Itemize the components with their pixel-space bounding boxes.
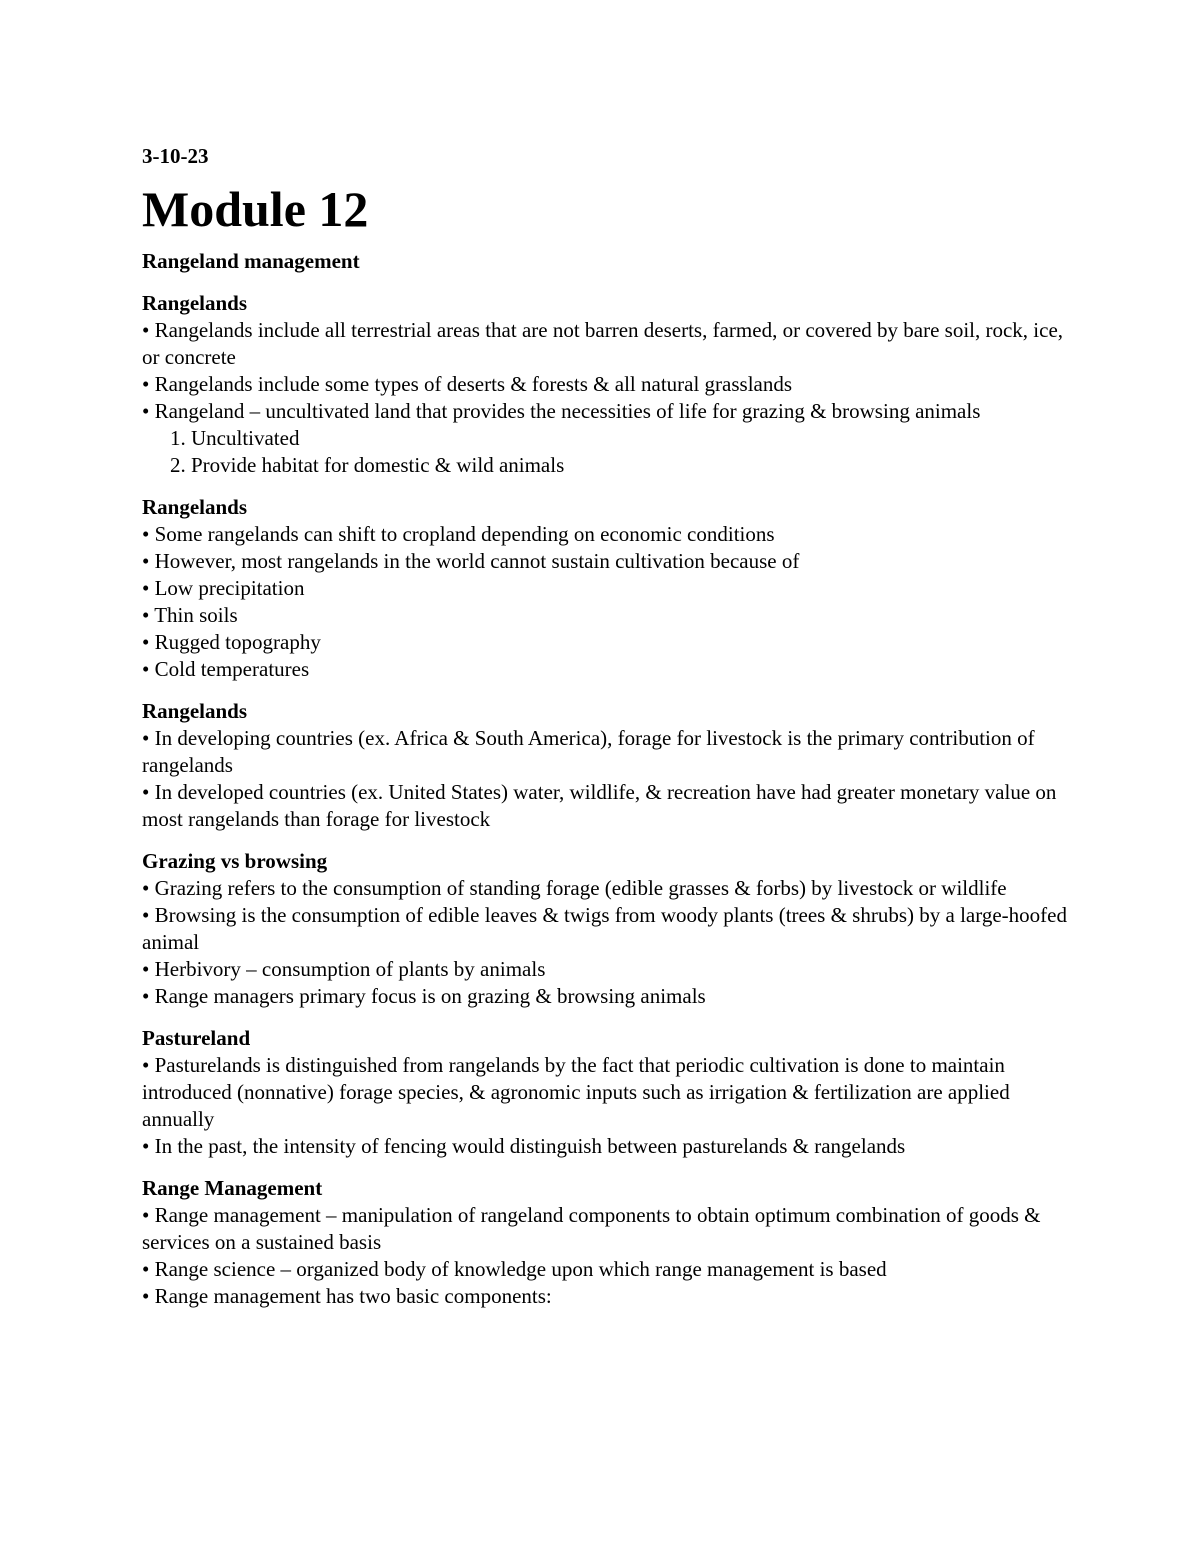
- page-title: Module 12: [142, 181, 369, 237]
- bullet-item: • Rangeland – uncultivated land that provides the necessities of life for grazing & browsing animals: [142, 399, 981, 423]
- section-rangelands-definition: [142, 290, 1072, 479]
- bullet-item: • In developing countries (ex. Africa & South America), forage for livestock is the primary contribution of rangelands: [142, 726, 1035, 777]
- numbered-item: 1. Uncultivated: [170, 426, 300, 450]
- bullet-item: • Range managers primary focus is on grazing & browsing animals: [142, 984, 706, 1008]
- section-rangelands-countries: [142, 698, 1072, 833]
- section-grazing-vs-browsing: [142, 848, 1072, 1010]
- bullet-item: • Some rangelands can shift to cropland depending on economic conditions: [142, 522, 775, 546]
- bullet-item: • Rangelands include all terrestrial areas that are not barren deserts, farmed, or covered by bare soil, rock, ice, or concrete: [142, 318, 1064, 369]
- section-heading: Range Management: [142, 1176, 323, 1200]
- bullet-item: • Browsing is the consumption of edible leaves & twigs from woody plants (trees & shrubs) by a large-hoofed animal: [142, 903, 1067, 954]
- section-heading: Rangelands: [142, 291, 248, 315]
- bullet-item: • Herbivory – consumption of plants by animals: [142, 957, 546, 981]
- bullet-item: • In developed countries (ex. United States) water, wildlife, & recreation have had greater monetary value on most rangelands than forage for livestock: [142, 780, 1057, 831]
- bullet-item: • Thin soils: [142, 603, 238, 627]
- section-range-management: [142, 1175, 1072, 1310]
- bullet-item: • Pasturelands is distinguished from rangelands by the fact that periodic cultivation is done to maintain introduced (nonnative) forage species, & agronomic inputs such as irrigation & fertilization are applied annually: [142, 1053, 1010, 1131]
- page-subtitle: Rangeland management: [142, 249, 360, 273]
- section-heading: Pastureland: [142, 1026, 251, 1050]
- bullet-item: • In the past, the intensity of fencing would distinguish between pasturelands & rangelands: [142, 1134, 906, 1158]
- bullet-item: • Grazing refers to the consumption of standing forage (edible grasses & forbs) by livestock or wildlife: [142, 876, 1007, 900]
- bullet-item: • Range science – organized body of knowledge upon which range management is based: [142, 1257, 887, 1281]
- document-page: [142, 143, 1072, 1325]
- document-date: 3-10-23: [142, 144, 209, 168]
- section-rangelands-cultivation: [142, 494, 1072, 683]
- section-pastureland: [142, 1025, 1072, 1160]
- bullet-item: • However, most rangelands in the world cannot sustain cultivation because of: [142, 549, 800, 573]
- bullet-item: • Rangelands include some types of deserts & forests & all natural grasslands: [142, 372, 793, 396]
- section-heading: Rangelands: [142, 495, 248, 519]
- bullet-item: • Rugged topography: [142, 630, 321, 654]
- numbered-item: 2. Provide habitat for domestic & wild animals: [170, 453, 565, 477]
- bullet-item: • Cold temperatures: [142, 657, 310, 681]
- bullet-item: • Range management – manipulation of rangeland components to obtain optimum combination of goods & services on a sustained basis: [142, 1203, 1041, 1254]
- section-heading: Grazing vs browsing: [142, 849, 328, 873]
- bullet-item: • Low precipitation: [142, 576, 305, 600]
- bullet-item: • Range management has two basic components:: [142, 1284, 552, 1308]
- section-heading: Rangelands: [142, 699, 248, 723]
